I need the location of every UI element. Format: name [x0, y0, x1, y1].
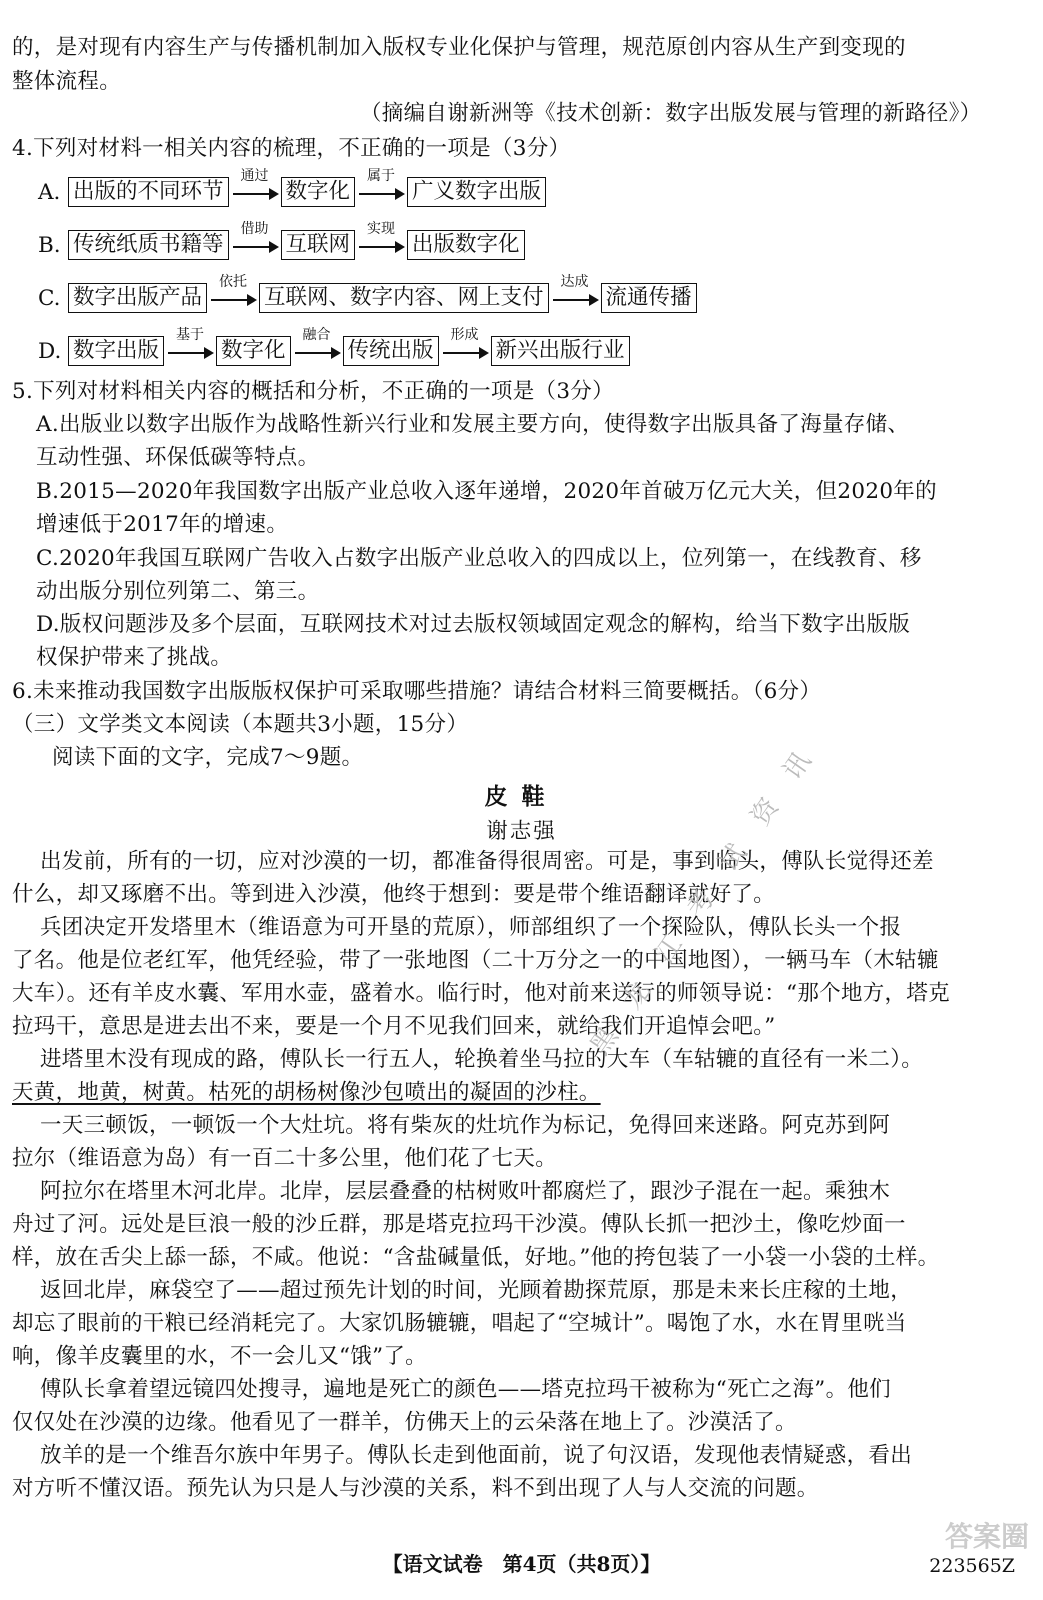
flow-arrow	[166, 327, 214, 365]
flow-arrow	[231, 168, 279, 206]
option-letter: B.	[38, 232, 61, 258]
story-author: 谢志强	[486, 819, 557, 844]
question-5-stem: 5.下列对材料相关内容的概括和分析，不正确的一项是（3分）	[12, 379, 614, 404]
flow-box: 流通传播	[601, 283, 697, 313]
flow-box: 数字化	[281, 177, 356, 207]
story-line: 仅仅处在沙漠的边缘。他看见了一群羊，仿佛天上的云朵落在地上了。沙漠活了。	[12, 1410, 797, 1435]
story-line: 傅队长拿着望远镜四处搜寻，遍地是死亡的颜色——塔克拉玛干被称为“死亡之海”。他们	[40, 1377, 891, 1402]
q5-option-c-line-2: 动出版分别位列第二、第三。	[36, 579, 320, 604]
flow-box: 出版的不同环节	[68, 177, 229, 207]
story-line: 拉尔（维语意为岛）有一百二十多公里，他们花了七天。	[12, 1146, 558, 1171]
flow-box: 数字出版	[68, 336, 164, 366]
flow-box: 出版数字化	[407, 230, 525, 260]
flow-arrow	[209, 274, 257, 312]
q5-option-b-line-1: B.2015—2020年我国数字出版产业总收入逐年递增，2020年首破万亿元大关，但2020年的	[36, 479, 937, 504]
story-line: 出发前，所有的一切，应对沙漠的一切，都准备得很周密。可是，事到临头，傅队长觉得还差	[40, 849, 934, 874]
flow-box: 广义数字出版	[407, 177, 546, 207]
flow-arrow	[551, 274, 599, 312]
intro-line-2: 整体流程。	[12, 69, 122, 94]
source-citation: （摘编自谢新洲等《技术创新：数字出版发展与管理的新路径》）	[360, 101, 982, 126]
page-footer: 【语文试卷 第4页（共8页）】	[382, 1552, 661, 1576]
arrow-label: 借助	[240, 221, 269, 237]
section-3-heading: （三）文学类文本阅读（本题共3小题，15分）	[12, 712, 469, 737]
flow-box: 互联网	[281, 230, 356, 260]
story-line: 返回北岸，麻袋空了——超过预先计划的时间，光顾着勘探荒原，那是未来长庄稼的土地，	[40, 1278, 913, 1303]
story-line: 舟过了河。远处是巨浪一般的沙丘群，那是塔克拉玛干沙漠。傅队长抓一把沙土，像吃炒面一	[12, 1212, 906, 1237]
story-line: 阿拉尔在塔里木河北岸。北岸，层层叠叠的枯树败叶都腐烂了，跟沙子混在一起。乘独木	[40, 1179, 891, 1204]
q4-option-b	[38, 221, 525, 260]
story-line: 却忘了眼前的干粮已经消耗完了。大家饥肠辘辘，唱起了“空城计”。喝饱了水，水在胃里咣当	[12, 1311, 907, 1336]
story-line-underlined: 天黄，地黄，树黄。枯死的胡杨树像沙包喷出的凝固的沙柱。	[12, 1080, 601, 1105]
flow-box: 传统纸质书籍等	[68, 230, 229, 260]
arrow-label: 实现	[367, 221, 396, 237]
option-letter: C.	[38, 285, 61, 311]
story-line: 放羊的是一个维吾尔族中年男子。傅队长走到他面前，说了句汉语，发现他表情疑惑，看出	[40, 1443, 913, 1468]
story-line: 进塔里木没有现成的路，傅队长一行五人，轮换着坐马拉的大车（车轱辘的直径有一米二）。	[40, 1047, 924, 1072]
question-6: 6.未来推动我国数字出版版权保护可采取哪些措施？请结合材料三简要概括。（6分）	[12, 679, 822, 704]
arrow-label: 达成	[560, 274, 589, 290]
story-line: 了名。他是位老红军，他凭经验，带了一张地图（二十万分之一的中国地图），一辆马车（木轱辘	[12, 948, 939, 973]
intro-line-1: 的，是对现有内容生产与传播机制加入版权专业化保护与管理，规范原创内容从生产到变现的	[12, 35, 906, 60]
q4-option-d	[38, 327, 630, 366]
flow-arrow	[357, 221, 405, 259]
flow-box: 数字化	[216, 336, 291, 366]
question-4-stem: 4.下列对材料一相关内容的梳理，不正确的一项是（3分）	[12, 136, 571, 161]
q5-option-d-line-1: D.版权问题涉及多个层面，互联网技术对过去版权领域固定观念的解构，给当下数字出版版	[36, 612, 911, 637]
site-logo: 答案圈	[944, 1520, 1029, 1553]
story-line: 兵团决定开发塔里木（维语意为可开垦的荒原），师部组织了一个探险队，傅队长头一个报	[40, 915, 902, 940]
arrow-label: 形成	[450, 327, 479, 343]
story-line: 一天三顿饭，一顿饭一个大灶坑。将有柴灰的灶坑作为标记，免得回来迷路。阿克苏到阿	[40, 1113, 891, 1138]
flow-box: 传统出版	[343, 336, 439, 366]
flow-arrow	[357, 168, 405, 206]
exam-code: 223565Z	[929, 1555, 1015, 1577]
arrow-label: 依托	[219, 274, 248, 290]
option-letter: D.	[38, 338, 62, 364]
story-title: 皮鞋	[484, 783, 559, 810]
flow-box: 新兴出版行业	[491, 336, 630, 366]
story-line: 对方听不懂汉语。预先认为只是人与沙漠的关系，料不到出现了人与人交流的问题。	[12, 1476, 819, 1501]
flow-arrow	[293, 327, 341, 365]
flow-box: 数字出版产品	[68, 283, 207, 313]
reading-instruction: 阅读下面的文字，完成7～9题。	[52, 745, 364, 770]
story-line: 拉玛干，意思是进去出不来，要是一个月不见我们回来，就给我们开追悼会吧。”	[12, 1014, 776, 1039]
q4-option-c	[38, 274, 697, 313]
q5-option-d-line-2: 权保护带来了挑战。	[36, 645, 233, 670]
story-line: 样，放在舌尖上舔一舔，不咸。他说：“含盐碱量低，好地。”他的挎包装了一小袋一小袋的土样。	[12, 1245, 940, 1270]
q4-option-a	[38, 168, 546, 207]
flow-arrow	[441, 327, 489, 365]
q5-option-a-line-2: 互动性强、环保低碳等特点。	[36, 445, 320, 470]
option-letter: A.	[38, 179, 61, 205]
q5-option-a-line-1: A.出版业以数字出版作为战略性新兴行业和发展主要方向，使得数字出版具备了海量存储、	[36, 412, 910, 437]
flow-box: 互联网、数字内容、网上支付	[259, 283, 549, 313]
arrow-label: 通过	[240, 168, 269, 184]
q5-option-b-line-2: 增速低于2017年的增速。	[36, 512, 289, 537]
story-line: 大车）。还有羊皮水囊、军用水壶，盛着水。临行时，他对前来送行的师领导说：“那个地方，塔克	[12, 981, 950, 1006]
watermark: 黑龙江考试资讯	[584, 722, 835, 1061]
story-line: 什么，却又琢磨不出。等到进入沙漠，他终于想到：要是带个维语翻译就好了。	[12, 882, 776, 907]
arrow-label: 属于	[367, 168, 396, 184]
arrow-label: 基于	[176, 327, 205, 343]
story-line: 响，像羊皮囊里的水，不一会儿又“饿”了。	[12, 1344, 427, 1369]
arrow-label: 融合	[302, 327, 331, 343]
q5-option-c-line-1: C.2020年我国互联网广告收入占数字出版产业总收入的四成以上，位列第一，在线教育、移	[36, 546, 922, 571]
flow-arrow	[231, 221, 279, 259]
